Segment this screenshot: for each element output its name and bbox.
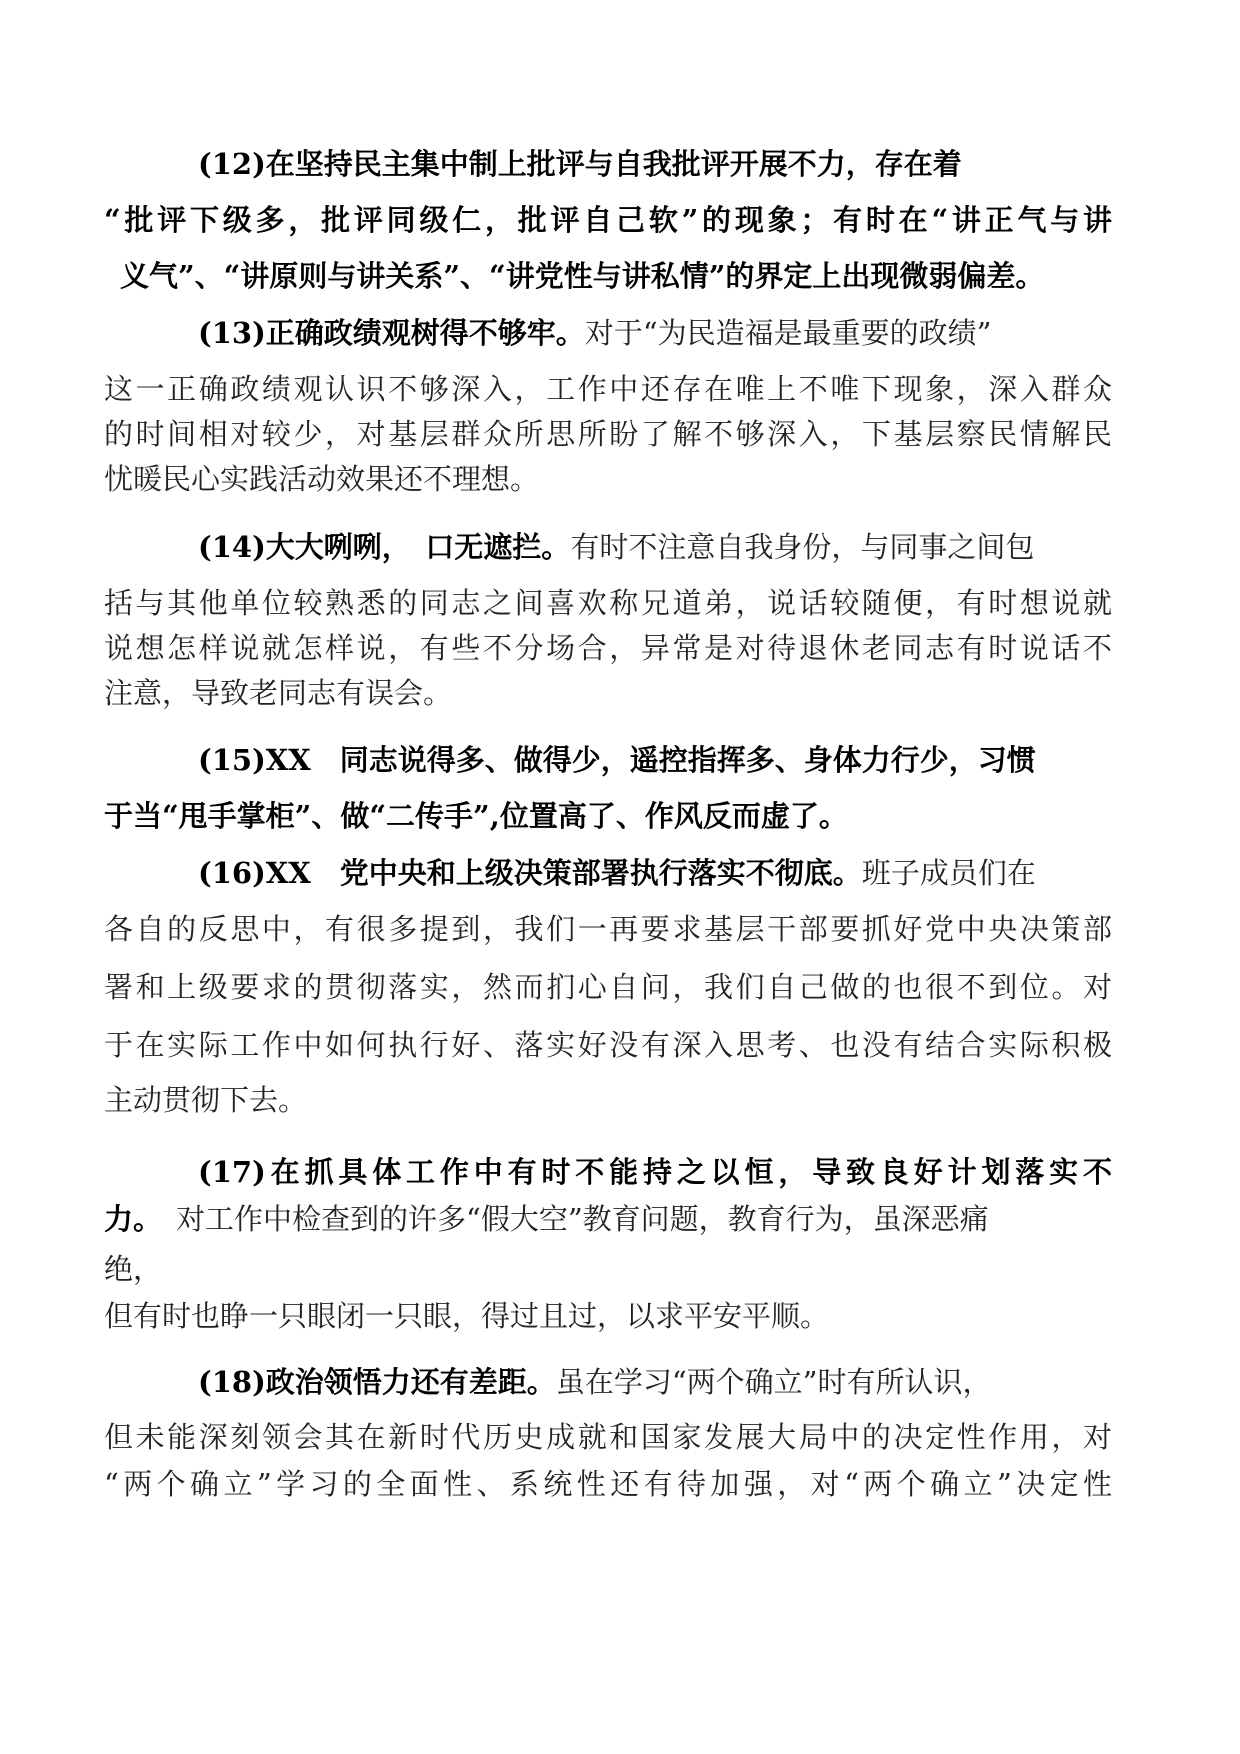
paragraph-16-line-1-text: 班子成员们在 (861, 856, 1036, 890)
paragraph-13-line-1-text: 对于“为民造福是最重要的政绩” (584, 316, 992, 350)
paragraph-12-line-1: (12)在坚持民主集中制上批评与自我批评开展不力，存在着 (198, 147, 962, 181)
paragraph-15-line-2: 于当“甩手掌柜”、做“二传手”,位置高了、作风反而虚了。 (104, 799, 848, 833)
paragraph-14-line-4: 注意，导致老同志有误会。 (104, 676, 453, 710)
paragraph-14-line-3: 说想怎样说就怎样说，有些不分场合，异常是对待退休老同志有时说话不 (104, 631, 1112, 665)
paragraph-18-line-2: 但未能深刻领会其在新时代历史成就和国家发展大局中的决定性作用，对 (104, 1420, 1112, 1454)
paragraph-17-line-2-bold: 力。 (104, 1202, 163, 1236)
paragraph-16-line-5: 主动贯彻下去。 (104, 1083, 308, 1117)
paragraph-18-heading: (18)政治领悟力还有差距。 (198, 1365, 556, 1399)
paragraph-13-line-1 (198, 313, 1112, 353)
paragraph-14-line-1-text: 有时不注意自我身份，与同事之间包 (570, 530, 1035, 564)
paragraph-14-line-2: 括与其他单位较熟悉的同志之间喜欢称兄道弟，说话较随便，有时想说就 (104, 586, 1112, 620)
paragraph-17-line-2-text: 对工作中检查到的许多“假大空”教育问题，教育行为，虽深恶痛 (176, 1202, 989, 1236)
paragraph-18-line-1-text: 虽在学习“两个确立”时有所认识， (555, 1365, 992, 1399)
paragraph-12-line-2: “批评下级多，批评同级仁，批评自己软”的现象；有时在“讲正气与讲 (104, 203, 1112, 237)
paragraph-17-line-4: 但有时也睁一只眼闭一只眼，得过且过，以求平安平顺。 (104, 1299, 830, 1333)
paragraph-12-line-3: 义气”、“讲原则与讲关系”、“讲党性与讲私情”的界定上出现微弱偏差。 (120, 259, 1045, 293)
paragraph-17-line-2 (104, 1199, 1104, 1239)
paragraph-18-line-1 (198, 1362, 1112, 1402)
paragraph-17-line-3: 绝， (104, 1252, 163, 1286)
paragraph-13-line-3: 的时间相对较少，对基层群众所思所盼了解不够深入，下基层察民情解民 (104, 417, 1112, 451)
paragraph-15-line-1: (15)XX 同志说得多、做得少，遥控指挥多、身体力行少，习惯 (198, 743, 1036, 777)
paragraph-16-line-2: 各自的反思中，有很多提到，我们一再要求基层干部要抓好党中央决策部 (104, 912, 1112, 946)
paragraph-14-heading: (14)大大咧咧， 口无遮拦。 (198, 530, 571, 564)
paragraph-13-line-2: 这一正确政绩观认识不够深入，工作中还存在唯上不唯下现象，深入群众 (104, 372, 1112, 406)
paragraph-16-line-1 (198, 853, 1112, 893)
paragraph-13-line-4: 忧暖民心实践活动效果还不理想。 (104, 462, 540, 496)
paragraph-16-heading: (16)XX 党中央和上级决策部署执行落实不彻底。 (198, 856, 862, 890)
paragraph-18-line-3: “两个确立”学习的全面性、系统性还有待加强，对“两个确立”决定性 (104, 1467, 1112, 1501)
paragraph-16-line-4: 于在实际工作中如何执行好、落实好没有深入思考、也没有结合实际积极 (104, 1028, 1112, 1062)
paragraph-13-heading: (13)正确政绩观树得不够牢。 (198, 316, 585, 350)
paragraph-17-line-1: (17)在抓具体工作中有时不能持之以恒，导致良好计划落实不 (198, 1155, 1112, 1189)
paragraph-14-line-1 (198, 527, 1112, 567)
paragraph-16-line-3: 署和上级要求的贯彻落实，然而扪心自问，我们自己做的也很不到位。对 (104, 970, 1112, 1004)
